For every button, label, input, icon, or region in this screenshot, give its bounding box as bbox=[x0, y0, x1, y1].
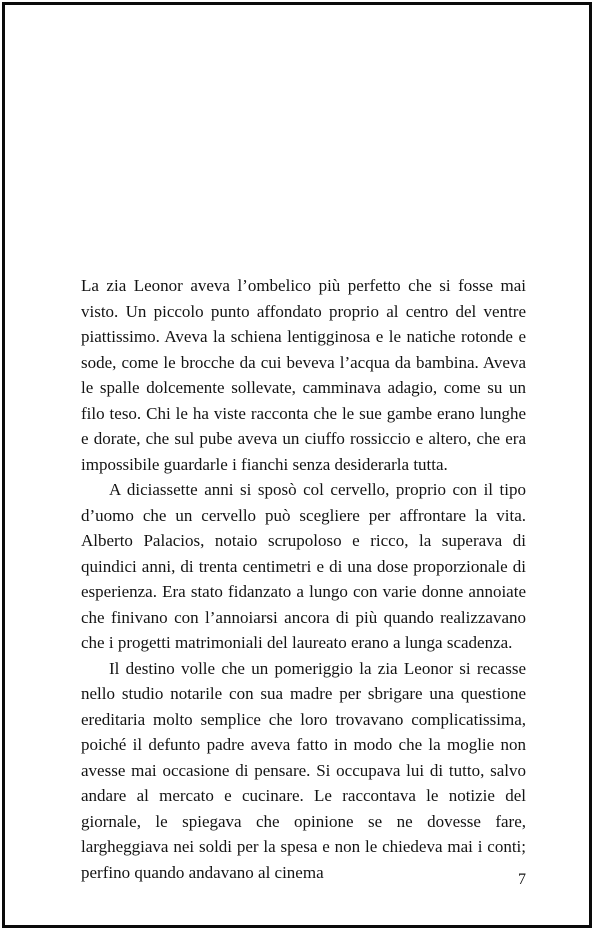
page-text bbox=[81, 273, 526, 885]
book-page bbox=[2, 2, 592, 928]
paragraph: A diciassette anni si sposò col cervello, proprio con il tipo d’uomo che un cervello può scegliere per affrontare la vita. Alberto Palacios, notaio scrupoloso e ricco, la superava di quindici anni, di trenta centimetri e di una dose proporzionale di esperienza. Era stato fidanzato a lungo con varie donne annoiate che finivano con l’annoiarsi ancora di più quando realizzavano che i progetti matrimoniali del laureato erano a lunga scadenza. bbox=[81, 480, 526, 652]
paragraph: La zia Leonor aveva l’ombelico più perfetto che si fosse mai visto. Un piccolo punto affondato proprio al centro del ventre piattissimo. Aveva la schiena lentigginosa e le natiche rotonde e sode, come le brocche da cui beveva l’acqua da bambina. Aveva le spalle dolcemente sollevate, camminava adagio, come su un filo teso. Chi le ha viste racconta che le sue gambe erano lunghe e dorate, che sul pube aveva un ciuffo rossiccio e altero, che era impossibile guardarle i fianchi senza desiderarla tutta. bbox=[81, 276, 526, 474]
page-number: 7 bbox=[518, 871, 526, 888]
paragraph: Il destino volle che un pomeriggio la zia Leonor si recasse nello studio notarile con sua madre per sbrigare una questione ereditaria molto semplice che loro trovavano complicatissima, poiché il defunto padre aveva fatto in modo che la moglie non avesse mai occasione di pensare. Si occupava lui di tutto, salvo andare al mercato e cucinare. Le raccontava le notizie del giornale, le spiegava che opinione se ne dovesse fare, largheggiava nei soldi per la spesa e non le chiedeva mai i conti; perfino quando andavano al cinema bbox=[81, 658, 526, 882]
